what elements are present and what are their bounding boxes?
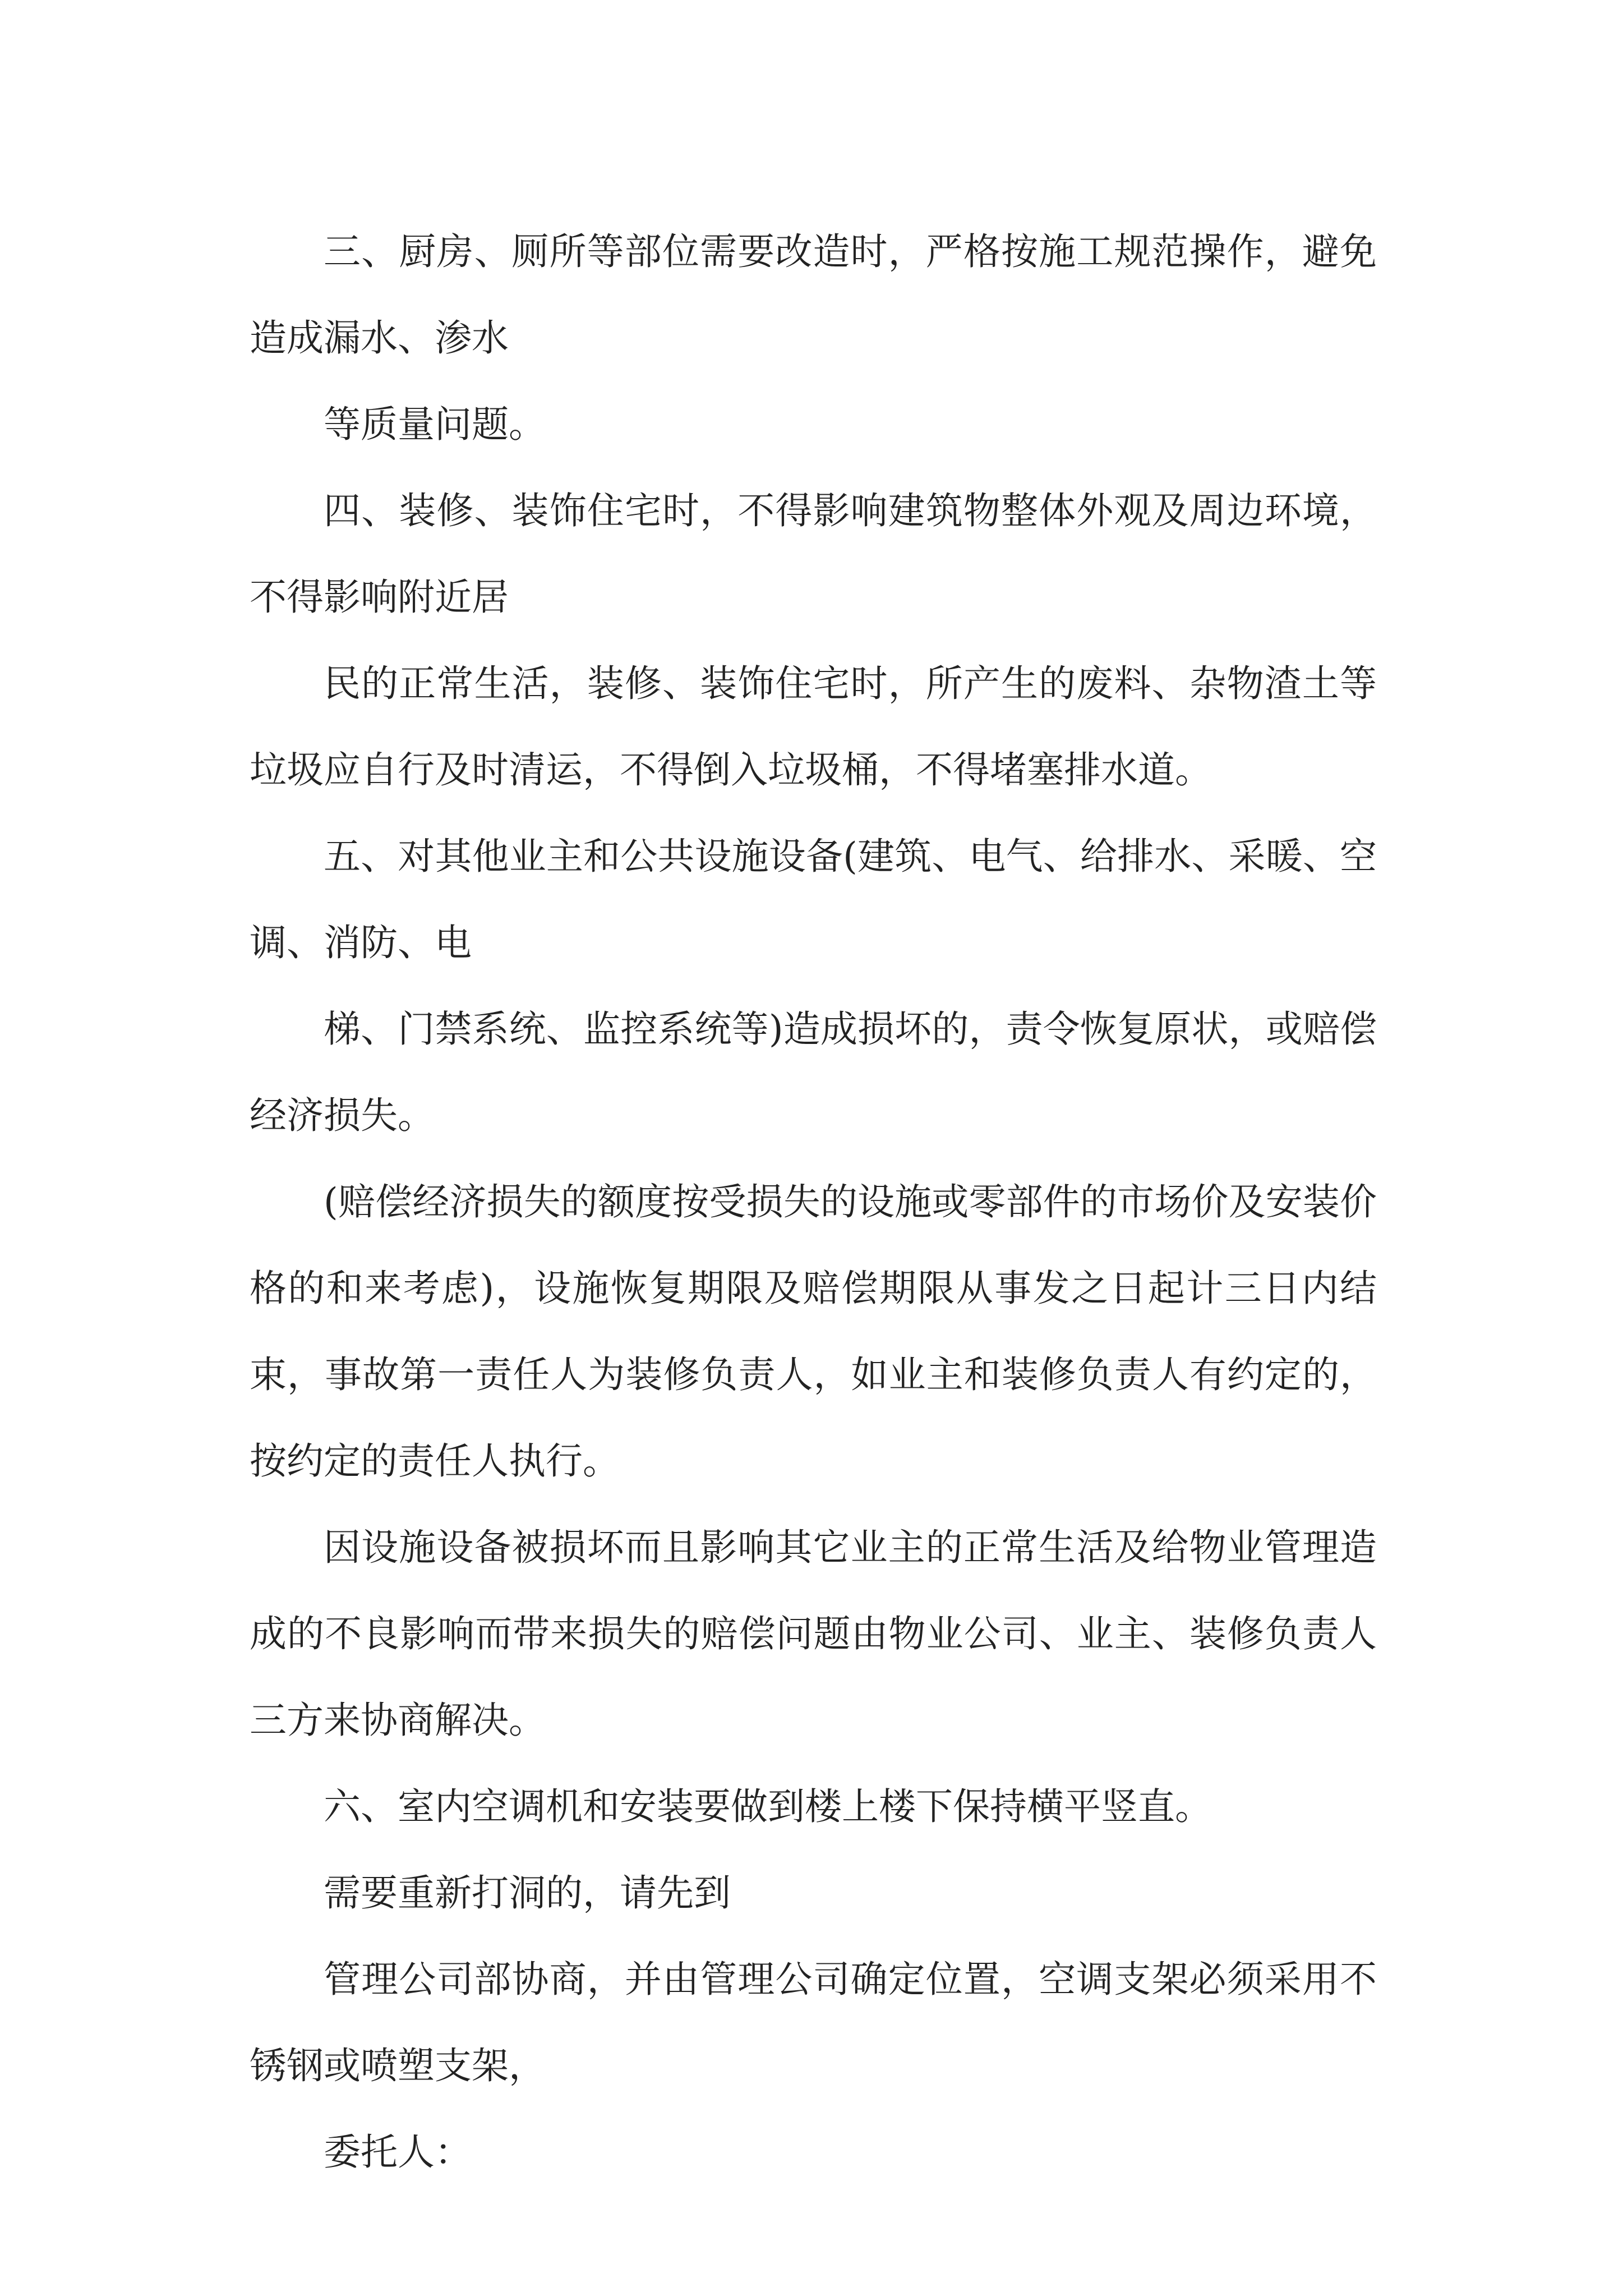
paragraph-air-conditioner: 六、室内空调机和安装要做到楼上楼下保持横平竖直。 bbox=[324, 1785, 1212, 1828]
paragraph-kitchen-renovation: 三、厨房、厕所等部位需要改造时，严格按施工规范操作，避免造成漏水、渗水 bbox=[250, 230, 1377, 360]
paragraph-drilling-holes: 需要重新打洞的，请先到 bbox=[324, 1871, 731, 1915]
paragraph-public-facilities: 五、对其他业主和公共设施设备(建筑、电气、给排水、采暖、空调、消防、电 bbox=[250, 835, 1377, 964]
paragraph-exterior-appearance: 四、装修、装饰住宅时，不得影响建筑物整体外观及周边环境，不得影响附近居 bbox=[250, 489, 1377, 619]
paragraph-restore-compensate: 梯、门禁系统、监控系统等)造成损坏的，责令恢复原状，或赔偿经济损失。 bbox=[250, 1007, 1377, 1137]
paragraph-quality-issues: 等质量问题。 bbox=[324, 403, 546, 446]
signature-principal-label: 委托人： bbox=[324, 2131, 472, 2174]
paragraph-tripartite-negotiation: 因设施设备被损坏而且影响其它业主的正常生活及给物业管理造成的不良影响而带来损失的赔偿问题由物业公司、业主、装修负责人三方来协商解决。 bbox=[250, 1526, 1377, 1742]
paragraph-compensation-amount: (赔偿经济损失的额度按受损失的设施或零部件的市场价及安装价格的和来考虑)，设施恢复期限及赔偿期限从事发之日起计三日内结束，事故第一责任人为装修负责人，如业主和装修负责人有约定的，按约定的责任人执行。 bbox=[250, 1180, 1377, 1483]
paragraph-waste-removal: 民的正常生活，装修、装饰住宅时，所产生的废料、杂物渣土等垃圾应自行及时清运，不得倒入垃圾桶，不得堵塞排水道。 bbox=[250, 662, 1377, 792]
document-body bbox=[250, 209, 1377, 2196]
paragraph-bracket-material: 管理公司部协商，并由管理公司确定位置，空调支架必须采用不锈钢或喷塑支架， bbox=[250, 1958, 1377, 2087]
